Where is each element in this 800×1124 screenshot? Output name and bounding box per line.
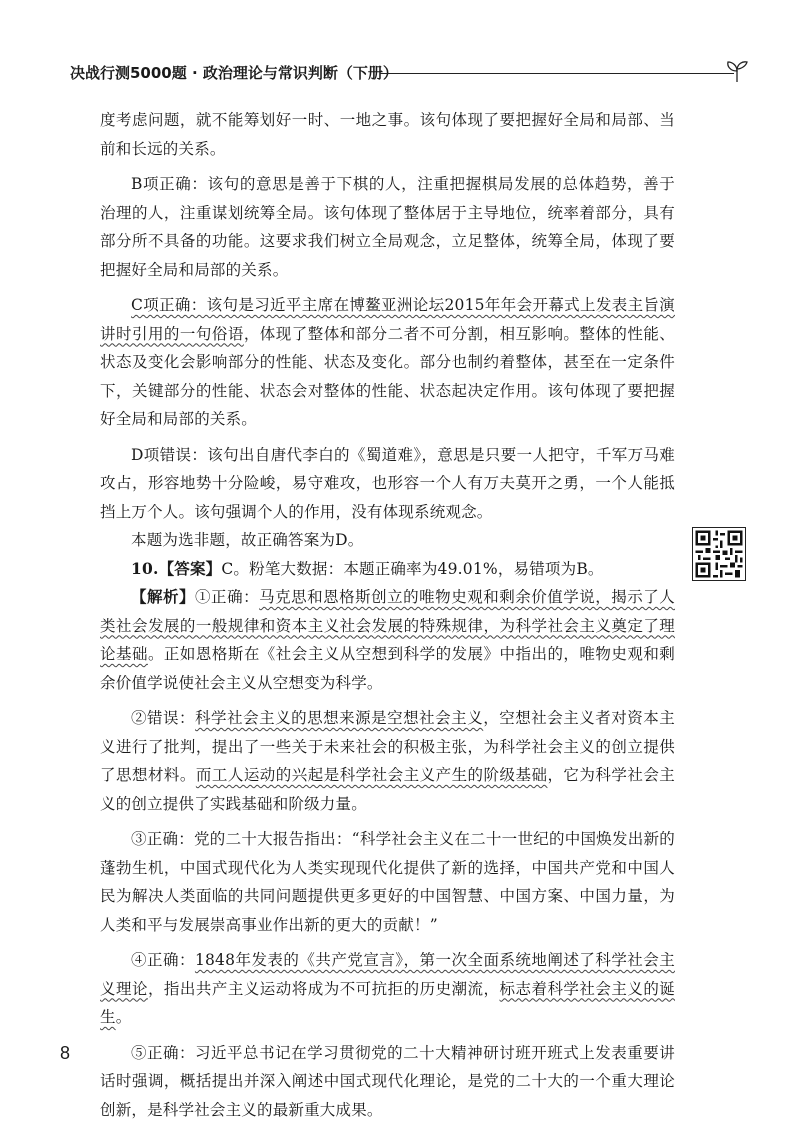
paragraph-text: ②错误：	[131, 709, 195, 727]
answer-text: C。粉笔大数据：本题正确率为49.01%，易错项为B。	[221, 560, 603, 578]
paragraph-text: ，空想社会主义者对资本主义进行了批判，提出了一些关于未来社会的积极主张，为科学社会主义的创立提供了思想材料。	[100, 709, 675, 784]
paragraph-text: ，指出共产主义运动将成为不可抗拒的历史潮流，	[148, 980, 500, 998]
analysis-paragraph-4	[100, 946, 675, 1032]
sprout-icon	[724, 58, 750, 84]
underlined-text: 标志着科学社会主义的诞生	[100, 980, 675, 1027]
paragraph-conclusion: 本题为选非题，故正确答案为D。	[100, 526, 675, 555]
paragraph-text: 。正如恩格斯在《社会主义从空想到科学的发展》中指出的，唯物史观和剩余价值学说使社会主义从空想变为科学。	[100, 645, 675, 692]
paragraph: 度考虑问题，就不能筹划好一时、一地之事。该句体现了要把握好全局和局部、当前和长远的关系。	[100, 106, 675, 163]
underlined-text: 而工人运动的兴起是科学社会主义产生的阶级基础	[196, 766, 548, 784]
paragraph-text: ④正确：	[131, 951, 195, 969]
page-number: 8	[60, 1043, 70, 1064]
answer-line	[100, 555, 675, 584]
book-title: 决战行测5000题 · 政治理论与常识判断（下册）	[70, 58, 398, 88]
underlined-text: 1848年发表的《共产党宣言》，第一次全面系统地阐述了科学社会主义理论	[100, 951, 675, 998]
paragraph-text: ①正确：	[195, 588, 259, 606]
analysis-tag: 【解析】	[131, 587, 195, 606]
analysis-paragraph-5: ⑤正确：习近平总书记在学习贯彻党的二十大精神研讨班开班式上发表重要讲话时强调，概括提出并深入阐述中国式现代化理论，是党的二十大的一个重大理论创新，是科学社会主义的最新重大成果。	[100, 1039, 675, 1124]
running-header	[70, 58, 750, 88]
paragraph-option-d: D项错误：该句出自唐代李白的《蜀道难》，意思是只要一人把守，千军万马难攻占，形容地势十分险峻，易守难攻，也形容一个人有万夫莫开之勇，一个人能抵挡上万个人。该句强调个人的作用，没有体现系统观念。	[100, 441, 675, 527]
header-rule	[380, 73, 734, 74]
answer-tag: 10.【答案】	[131, 559, 221, 578]
answer-explanation-body	[100, 106, 675, 1124]
paragraph-option-b: B项正确：该句的意思是善于下棋的人，注重把握棋局发展的总体趋势，善于治理的人，注重谋划统筹全局。该句体现了整体居于主导地位，统率着部分，具有部分所不具备的功能。这要求我们树立全局观念，立足整体，统筹全局，体现了要把握好全局和局部的关系。	[100, 170, 675, 284]
underlined-text: C项正确：该句是习近平主席在博鳌亚洲论坛2015年年会开幕式上发表主旨演讲时引用的一句俗语	[100, 296, 675, 343]
paragraph-text: 。	[116, 1008, 132, 1026]
paragraph-text: ，体现了整体和部分二者不可分割，相互影响。整体的性能、状态及变化会影响部分的性能、状态及变化。部分也制约着整体，甚至在一定条件下，关键部分的性能、状态会对整体的性能、状态起决定作用。该句体现了要把握好全局和局部的关系。	[100, 325, 675, 429]
underlined-text: 科学社会主义的思想来源是空想社会主义	[195, 709, 483, 727]
underlined-text: 马克思和恩格斯创立的唯物史观和剩余价值学说，揭示了人类社会发展的一般规律和资本主义社会发展的特殊规律，为科学社会主义奠定了理论基础	[100, 588, 675, 663]
paragraph-text: ，它为科学社会主义的创立提供了实践基础和阶级力量。	[100, 766, 675, 813]
qr-code-icon[interactable]	[692, 527, 746, 581]
analysis-paragraph-3: ③正确：党的二十大报告指出：“科学社会主义在二十一世纪的中国焕发出新的蓬勃生机，中国式现代化为人类实现现代化提供了新的选择，中国共产党和中国人民为解决人类面临的共同问题提供更多更好的中国智慧、中国方案、中国力量，为人类和平与发展崇高事业作出新的更大的贡献！”	[100, 825, 675, 939]
paragraph-option-c	[100, 291, 675, 434]
analysis-paragraph-2	[100, 704, 675, 818]
analysis-paragraph-1	[100, 583, 675, 697]
